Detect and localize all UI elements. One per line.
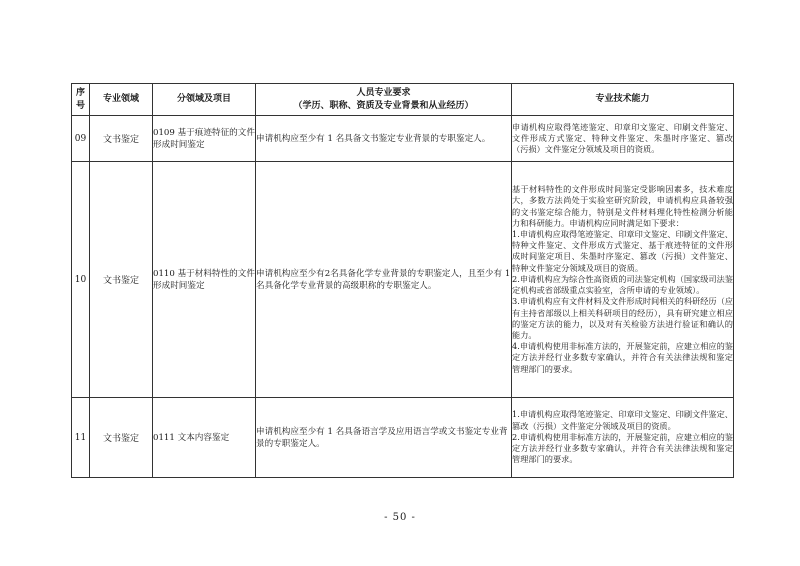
- row-capability: [512, 162, 734, 398]
- header-row: [72, 84, 734, 116]
- row-subdomain: 0110 基于材料特性的文件形成时间鉴定: [153, 162, 256, 398]
- capability-item: 3.申请机构应有文件材料及文件形成时间相关的科研经历（应有主持省部级以上相关科研项目的经历），具有研究建立相应的鉴定方法的能力，以及对有关检验方法进行验证和确认的能力。: [512, 296, 733, 340]
- table-row: [72, 116, 734, 162]
- row-seq: 09: [72, 116, 90, 162]
- row-personnel: 申请机构应至少有 1 名具备语言学及应用语言学或文书鉴定专业背景的专职鉴定人。: [256, 398, 512, 478]
- row-domain: 文书鉴定: [90, 398, 153, 478]
- requirements-table: [71, 83, 734, 478]
- header-domain: 专业领域: [90, 84, 153, 116]
- row-capability: [512, 116, 734, 162]
- capability-item: 4.申请机构使用非标准方法的，开展鉴定前，应建立相应的鉴定方法并经行业多数专家确认，并符合有关法律法规和鉴定管理部门的要求。: [512, 341, 733, 374]
- row-domain: 文书鉴定: [90, 162, 153, 398]
- row-seq: 10: [72, 162, 90, 398]
- row-subdomain: 0111 文本内容鉴定: [153, 398, 256, 478]
- table-row: [72, 398, 734, 478]
- capability-item: 1.申请机构应取得笔迹鉴定、印章印文鉴定、印刷文件鉴定、特种文件鉴定、文件形成方式鉴定、基于痕迹特征的文件形成时间鉴定项目、朱墨时序鉴定、篡改（污损）文件鉴定、特种文件鉴定分领域及项目的资质。: [512, 229, 733, 273]
- header-personnel: [256, 84, 512, 116]
- capability-item: 2.申请机构应为综合性高资质的司法鉴定机构（国家级司法鉴定机构或省部级重点实验室，含所申请的专业领域）。: [512, 273, 733, 296]
- row-seq: 11: [72, 398, 90, 478]
- capability-item: 申请机构应取得笔迹鉴定、印章印文鉴定、印刷文件鉴定、文件形成方式鉴定、特种文件鉴定、朱墨时序鉴定、篡改（污损）文件鉴定分领域及项目的资质。: [512, 121, 733, 155]
- row-capability: [512, 398, 734, 478]
- header-seq-line1: 序: [75, 87, 85, 98]
- capability-item: 2.申请机构使用非标准方法的，开展鉴定前，应建立相应的鉴定方法并经行业多数专家确认，并符合有关法律法规和鉴定管理部门的要求。: [512, 431, 733, 465]
- header-personnel-line1: 人员专业要求: [356, 87, 411, 98]
- row-subdomain: 0109 基于痕迹特征的文件形成时间鉴定: [153, 116, 256, 162]
- table-row: [72, 162, 734, 398]
- header-capability: 专业技术能力: [512, 84, 734, 116]
- row-personnel: 申请机构应至少有2名具备化学专业背景的专职鉴定人，且至少有 1 名具备化学专业背景的高级职称的专职鉴定人。: [256, 162, 512, 398]
- header-seq: [72, 84, 90, 116]
- header-subdomain: 分领域及项目: [153, 84, 256, 116]
- page-number: - 50 -: [384, 512, 416, 523]
- capability-item: 基于材料特性的文件形成时间鉴定受影响因素多，技术难度大，多数方法尚处于实验室研究阶段，申请机构应具备较强的文书鉴定综合能力，特别是文件材料理化特性检测分析能力和科研能力。申请机构应同时满足如下要求：: [512, 184, 733, 228]
- row-domain: 文书鉴定: [90, 116, 153, 162]
- header-personnel-line2: （学历、职称、资质及专业背景和从业经历）: [293, 100, 474, 111]
- capability-item: 1.申请机构应取得笔迹鉴定、印章印文鉴定、印刷文件鉴定、篡改（污损）文件鉴定分领域及项目的资质。: [512, 409, 733, 431]
- header-seq-line2: 号: [75, 100, 85, 111]
- row-personnel: 申请机构应至少有 1 名具备文书鉴定专业背景的专职鉴定人。: [256, 116, 512, 162]
